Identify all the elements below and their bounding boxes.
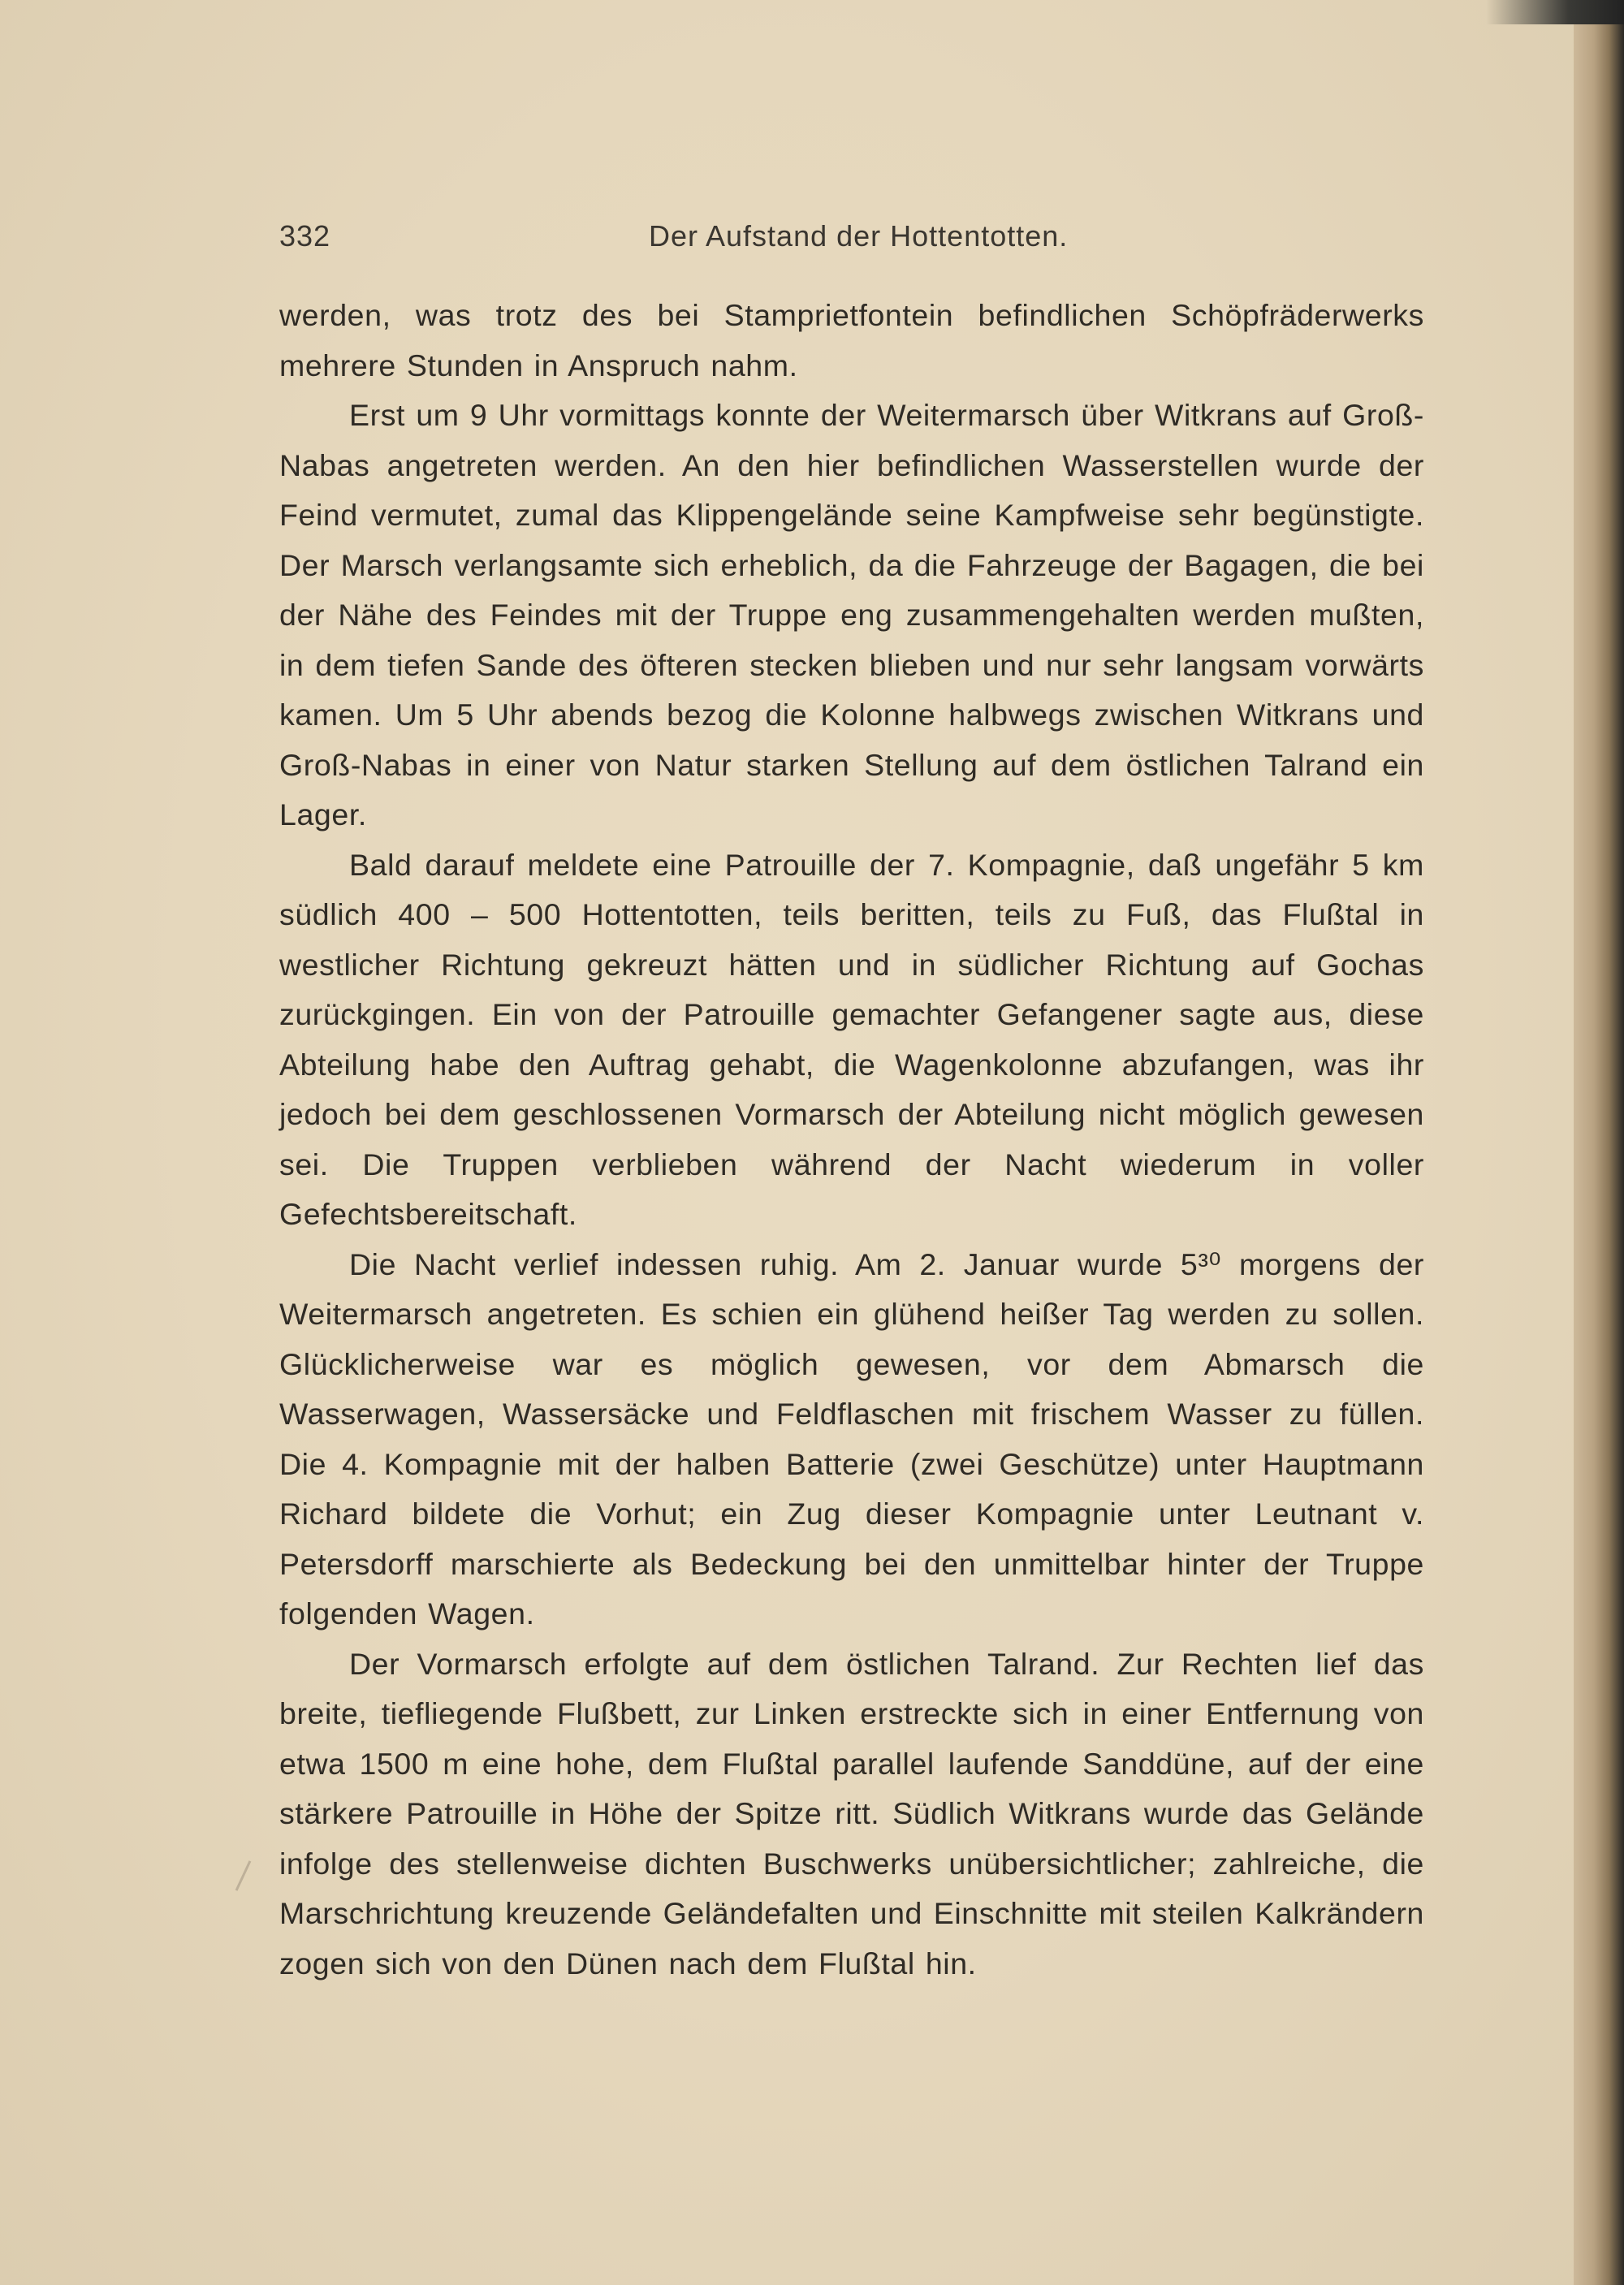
running-title: Der Aufstand der Hottentotten. [649, 219, 1069, 253]
pencil-mark [235, 1860, 252, 1891]
page-edge-shadow [1574, 0, 1624, 2285]
page-header [279, 213, 1424, 261]
paragraph-4: Die Nacht verlief indessen ruhig. Am 2. Januar wurde 5³⁰ morgens der Weitermarsch angetreten. Es schien ein glühend heißer Tag werden zu sollen. Glücklicherweise war es möglich gewesen, vor dem Abmarsch die Wasserwagen, Wassersäcke und Feldflaschen mit frischem Wasser zu füllen. Die 4. Kompagnie mit der halben Batterie (zwei Geschütze) unter Hauptmann Richard bildete die Vorhut; ein Zug dieser Kompagnie unter Leutnant v. Petersdorff marschierte als Bedeckung bei den unmittelbar hinter der Truppe folgenden Wagen. [279, 1246, 1424, 1631]
paragraph-5: Der Vormarsch erfolgte auf dem östlichen Talrand. Zur Rechten lief das breite, tiefliegende Flußbett, zur Linken erstreckte sich in einer Entfernung von etwa 1500 m eine hohe, dem Flußtal parallel laufende Sanddüne, auf der eine stärkere Patrouille in Höhe der Spitze ritt. Südlich Witkrans wurde das Gelände infolge des stellenweise dichten Buschwerks unübersichtlicher; zahlreiche, die Marschrichtung kreuzende Geländefalten und Einschnitte mit steilen Kalkrändern zogen sich von den Dünen nach dem Flußtal hin. [279, 1646, 1424, 1980]
body-text [279, 291, 1424, 1989]
paragraph-3: Bald darauf meldete eine Patrouille der 7. Kompagnie, daß ungefähr 5 km südlich 400 – 500 Hottentotten, teils beritten, teils zu Fuß, das Flußtal in westlicher Richtung gekreuzt hätten und in südlicher Richtung auf Gochas zurückgingen. Ein von der Patrouille gemachter Gefangener sagte aus, diese Abteilung habe den Auftrag gehabt, die Wagenkolonne abzufangen, was ihr jedoch bei dem geschlossenen Vormarsch der Abteilung nicht möglich gewesen sei. Die Truppen verblieben während der Nacht wiederum in voller Gefechtsbereitschaft. [279, 847, 1424, 1231]
paragraph-1: werden, was trotz des bei Stamprietfontein befindlichen Schöpfräderwerks mehrere Stunden in Anspruch nahm. [279, 298, 1424, 382]
paragraph-2: Erst um 9 Uhr vormittags konnte der Weitermarsch über Witkrans auf Groß-Nabas angetreten werden. An den hier befindlichen Wasserstellen wurde der Feind vermutet, zumal das Klippengelände seine Kampfweise sehr begünstigte. Der Marsch verlangsamte sich erheblich, da die Fahrzeuge der Bagagen, die bei der Nähe des Feindes mit der Truppe eng zusammengehalten werden mußten, in dem tiefen Sande des öfteren stecken blieben und nur sehr langsam vorwärts kamen. Um 5 Uhr abends bezog die Kolonne halbwegs zwischen Witkrans und Groß-Nabas in einer von Natur starken Stellung auf dem östlichen Talrand ein Lager. [279, 398, 1424, 831]
page-number: 332 [279, 219, 331, 253]
book-cover-edge [1486, 0, 1624, 24]
